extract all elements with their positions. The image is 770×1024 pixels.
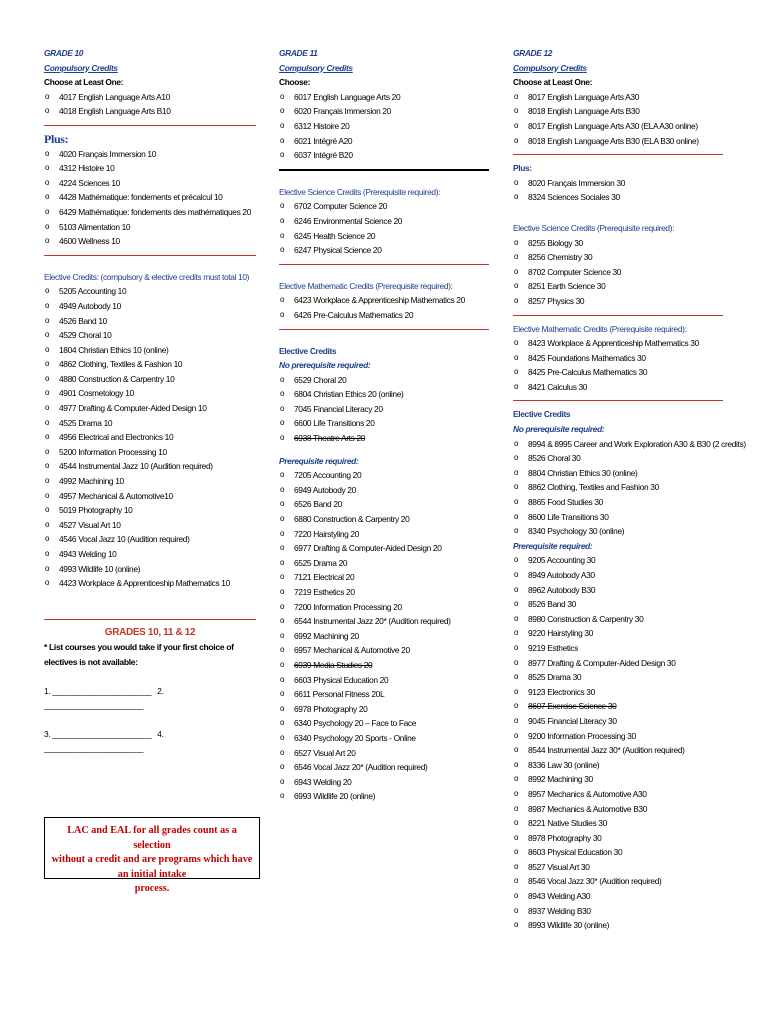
list-item: o 8544 Instrumental Jazz 30* (Audition required): [513, 743, 723, 758]
grade-11-compulsory-list: [279, 90, 489, 163]
list-item: o 4525 Drama 10: [44, 416, 256, 431]
list-item: o 8425 Foundations Mathematics 30: [513, 351, 723, 366]
grade-10-plus-label: Plus:: [44, 131, 69, 146]
list-item: o 7220 Hairstyling 20: [279, 527, 489, 542]
grade-12-no-prereq-list: [513, 437, 746, 539]
list-item: o 8702 Computer Science 30: [513, 265, 723, 280]
list-item: o 4957 Mechanical & Automotive10: [44, 489, 256, 504]
list-item: o 8255 Biology 30: [513, 236, 723, 251]
list-item: o 6949 Autobody 20: [279, 483, 489, 498]
list-item: o 6525 Drama 20: [279, 556, 489, 571]
list-item: o 8546 Vocal Jazz 30* (Audition required): [513, 874, 723, 889]
list-item: o 9200 Information Processing 30: [513, 729, 723, 744]
list-item: o 6340 Psychology 20 – Face to Face: [279, 716, 489, 731]
grade-10-column: [44, 46, 256, 756]
lac-note-line: process.: [134, 883, 170, 894]
list-item: o 5200 Information Processing 10: [44, 445, 256, 460]
list-item: o 6246 Environmental Science 20: [279, 214, 489, 229]
divider: [513, 315, 723, 316]
list-item: o 6247 Physical Science 20: [279, 243, 489, 258]
list-item: o 4949 Autobody 10: [44, 299, 256, 314]
list-item: o 6529 Choral 20: [279, 373, 489, 388]
list-item: o 9219 Esthetics: [513, 641, 723, 656]
list-item: o 4526 Band 10: [44, 314, 256, 329]
list-item: o 4862 Clothing, Textiles & Fashion 10: [44, 357, 256, 372]
grade-12-no-prereq-label: No prerequisite required:: [513, 424, 605, 435]
list-item: o 8257 Physics 30: [513, 294, 723, 309]
list-item: o 6312 Histoire 20: [279, 119, 489, 134]
list-item: o 6017 English Language Arts 20: [279, 90, 489, 105]
grade-11-compulsory-label: Compulsory Credits: [279, 62, 353, 73]
list-item-struck: o 8607 Exercise Science 30: [513, 699, 723, 714]
list-item: o 1804 Christian Ethics 10 (online): [44, 343, 256, 358]
grade-11-math-label: Elective Mathematic Credits (Prerequisite required):: [279, 280, 453, 291]
list-item: o 8937 Welding B30: [513, 904, 723, 919]
grade-12-math-label: Elective Mathematic Credits (Prerequisite required):: [513, 323, 687, 334]
list-item: o 6544 Instrumental Jazz 20* (Audition required): [279, 614, 489, 629]
grade-11-science-list: [279, 199, 489, 257]
list-item: o 6880 Construction & Carpentry 20: [279, 512, 489, 527]
divider: [513, 400, 723, 401]
list-item: o 4943 Welding 10: [44, 547, 256, 562]
list-item: o 4020 Français Immersion 10: [44, 147, 256, 162]
grade-11-prereq-list: [279, 468, 489, 804]
list-item: o 8525 Drama 30: [513, 670, 723, 685]
grade-11-choose-label: Choose:: [279, 77, 311, 88]
list-item: o 7219 Esthetics 20: [279, 585, 489, 600]
grade-10-plus-list: [44, 147, 256, 249]
list-item-struck: o 6939 Media Studies 20: [279, 658, 489, 673]
list-item: o 6600 Life Transitions 20: [279, 416, 489, 431]
divider: [44, 255, 256, 256]
list-item: o 8943 Welding A30: [513, 889, 723, 904]
list-item: o 8600 Life Transitions 30: [513, 510, 723, 525]
list-item: o 5103 Alimentation 10: [44, 220, 256, 235]
grade-10-choose-label: Choose at Least One:: [44, 77, 124, 88]
list-item: o 8017 English Language Arts A30 (ELA A30 online): [513, 119, 723, 134]
alternate-course-row-2: [44, 727, 256, 756]
grades-box-title: GRADES 10, 11 & 12: [104, 626, 196, 638]
grade-10-compulsory-label: Compulsory Credits: [44, 62, 118, 73]
grade-11-science-label: Elective Science Credits (Prerequisite required):: [279, 186, 441, 197]
list-item: o 6021 Intégré A20: [279, 134, 489, 149]
list-item: o 5205 Accounting 10: [44, 284, 256, 299]
list-item: o 6992 Machining 20: [279, 629, 489, 644]
grade-12-choose-label: Choose at Least One:: [513, 77, 593, 88]
list-item: o 6702 Computer Science 20: [279, 199, 489, 214]
list-item: o 4901 Cosmetology 10: [44, 386, 256, 401]
grade-12-compulsory-list: [513, 90, 723, 148]
list-item: o 8340 Psychology 30 (online): [513, 524, 723, 539]
grade-11-prereq-label: Prerequisite required:: [279, 455, 359, 466]
list-item: o 8980 Construction & Carpentry 30: [513, 612, 723, 627]
list-item: o 6429 Mathématique: fondements des mathématiques 20: [44, 205, 256, 220]
alternate-course-blank-1[interactable]: 1. _______________________: [44, 685, 152, 696]
list-item: o 5019 Photography 10: [44, 503, 256, 518]
grade-12-prereq-list: [513, 553, 723, 932]
list-item: o 4312 Histoire 10: [44, 161, 256, 176]
list-item: o 8992 Machining 30: [513, 772, 723, 787]
list-item: o 8336 Law 30 (online): [513, 758, 723, 773]
list-item: o 8527 Visual Art 30: [513, 860, 723, 875]
grade-11-column: [279, 46, 489, 804]
list-item: o 6611 Personal Fitness 20L: [279, 687, 489, 702]
list-item: o 4992 Machining 10: [44, 474, 256, 489]
list-item: o 6526 Band 20: [279, 497, 489, 512]
list-item: o 7045 Financial Literacy 20: [279, 402, 489, 417]
list-item: o 8017 English Language Arts A30: [513, 90, 723, 105]
divider: [279, 264, 489, 265]
list-item: o 4956 Electrical and Electronics 10: [44, 430, 256, 445]
list-item: o 4423 Workplace & Apprenticeship Mathematics 10: [44, 576, 256, 591]
lac-eal-note-box: [44, 817, 260, 894]
list-item: o 8256 Chemistry 30: [513, 250, 723, 265]
list-item: o 8977 Drafting & Computer-Aided Design 30: [513, 656, 723, 671]
grade-11-elective-label: Elective Credits: [279, 345, 337, 356]
alternate-course-blank-4[interactable]: 4. _______________________: [44, 728, 164, 754]
list-item: o 9045 Financial Literacy 30: [513, 714, 723, 729]
list-item: o 8993 Wildlife 30 (online): [513, 918, 723, 933]
grade-12-compulsory-label: Compulsory Credits: [513, 62, 587, 73]
list-item: o 4544 Instrumental Jazz 10 (Audition required): [44, 459, 256, 474]
alternate-course-blank-3[interactable]: 3. _______________________: [44, 728, 152, 739]
list-item: o 8425 Pre-Calculus Mathematics 30: [513, 365, 723, 380]
list-item: o 8862 Clothing, Textiles and Fashion 30: [513, 480, 723, 495]
list-item: o 6804 Christian Ethics 20 (online): [279, 387, 489, 402]
list-item: o 6423 Workplace & Apprenticeship Mathematics 20: [279, 293, 489, 308]
list-item: o 8526 Band 30: [513, 597, 723, 612]
list-item: o 4018 English Language Arts B10: [44, 104, 256, 119]
lac-note-line: LAC and EAL for all grades count as a selection: [67, 825, 237, 851]
list-item: o 8324 Sciences Sociales 30: [513, 190, 723, 205]
list-item: o 8018 English Language Arts B30 (ELA B30 online): [513, 134, 723, 149]
list-item: o 4880 Construction & Carpentry 10: [44, 372, 256, 387]
list-item: o 6943 Welding 20: [279, 775, 489, 790]
list-item: o 6037 Intégré B20: [279, 148, 489, 163]
divider: [513, 154, 723, 155]
list-item: o 6340 Psychology 20 Sports - Online: [279, 731, 489, 746]
divider: [44, 619, 256, 620]
list-item: o 4529 Choral 10: [44, 328, 256, 343]
list-item-struck: o 6938 Theatre Arts 20: [279, 431, 489, 446]
list-item: o 8865 Food Studies 30: [513, 495, 723, 510]
grade-12-prereq-label: Prerequisite required:: [513, 540, 593, 551]
grade-10-elective-list: [44, 284, 256, 590]
list-item: o 8251 Earth Science 30: [513, 279, 723, 294]
list-item: o 8423 Workplace & Apprenticeship Mathematics 30: [513, 336, 723, 351]
grade-12-plus-label: Plus:: [513, 163, 532, 174]
list-item: o 7200 Information Processing 20: [279, 600, 489, 615]
list-item: o 8221 Native Studies 30: [513, 816, 723, 831]
list-item: o 6020 Français Immersion 20: [279, 104, 489, 119]
list-item: o 8804 Christian Ethics 30 (online): [513, 466, 723, 481]
list-item: o 4527 Visual Art 10: [44, 518, 256, 533]
list-item: o 9205 Accounting 30: [513, 553, 723, 568]
grade-12-science-list: [513, 236, 723, 309]
list-item: o 6977 Drafting & Computer-Aided Design 20: [279, 541, 489, 556]
grade-12-column: [513, 46, 746, 933]
list-item: o 8018 English Language Arts B30: [513, 104, 723, 119]
list-item: o 8603 Physical Education 30: [513, 845, 723, 860]
list-item: o 6546 Vocal Jazz 20* (Audition required): [279, 760, 489, 775]
list-item: o 6527 Visual Art 20: [279, 746, 489, 761]
list-item: o 4993 Wildlife 10 (online): [44, 562, 256, 577]
list-item: o 8987 Mechanics & Automotive B30: [513, 802, 723, 817]
list-item: o 9220 Hairstyling 30: [513, 626, 723, 641]
grade-11-no-prereq-label: No prerequisite required:: [279, 360, 371, 371]
grade-12-elective-label: Elective Credits: [513, 409, 571, 420]
grade-10-elective-label: Elective Credits: (compulsory & elective credits must total 10): [44, 271, 250, 282]
list-item: o 7121 Electrical 20: [279, 570, 489, 585]
grade-12-heading: GRADE 12: [513, 48, 553, 58]
list-item: o 7205 Accounting 20: [279, 468, 489, 483]
list-item: o 8957 Mechanics & Automotive A30: [513, 787, 723, 802]
list-item: o 6245 Health Science 20: [279, 229, 489, 244]
list-item: o 6603 Physical Education 20: [279, 673, 489, 688]
list-item: o 4977 Drafting & Computer-Aided Design 10: [44, 401, 256, 416]
alternate-course-row-1: [44, 684, 256, 713]
grade-10-compulsory-list: [44, 90, 256, 119]
grades-box-note: * List courses you would take if your first choice of electives is not available:: [44, 642, 234, 667]
list-item: o 6978 Photography 20: [279, 702, 489, 717]
list-item: o 4600 Wellness 10: [44, 234, 256, 249]
grade-10-heading: GRADE 10: [44, 48, 84, 58]
divider: [44, 125, 256, 126]
list-item: o 6993 Wildlife 20 (online): [279, 789, 489, 804]
list-item: o 4224 Sciences 10: [44, 176, 256, 191]
divider: [279, 329, 489, 330]
list-item: o 9123 Electronics 30: [513, 685, 723, 700]
list-item: o 6957 Mechanical & Automotive 20: [279, 643, 489, 658]
list-item: o 4017 English Language Arts A10: [44, 90, 256, 105]
list-item: o 8526 Choral 30: [513, 451, 723, 466]
list-item: o 8421 Calculus 30: [513, 380, 723, 395]
grade-11-math-list: [279, 293, 489, 322]
list-item: o 8994 & 8995 Career and Work Exploration A30 & B30 (2 credits): [513, 437, 723, 452]
lac-note-line: without a credit and are programs which have an initial intake: [51, 854, 253, 880]
list-item: o 8949 Autobody A30: [513, 568, 723, 583]
grade-12-plus-list: [513, 176, 723, 205]
list-item: o 8962 Autobody B30: [513, 583, 723, 598]
list-item: o 8020 Français Immersion 30: [513, 176, 723, 191]
list-item: o 6426 Pre-Calculus Mathematics 20: [279, 308, 489, 323]
list-item: o 4546 Vocal Jazz 10 (Audition required): [44, 532, 256, 547]
divider: [279, 169, 489, 171]
grade-11-no-prereq-list: [279, 373, 489, 446]
alternate-course-blank-2[interactable]: 2. _______________________: [44, 685, 164, 711]
list-item: o 8978 Photography 30: [513, 831, 723, 846]
grade-12-science-label: Elective Science Credits (Prerequisite required):: [513, 222, 675, 233]
grade-12-math-list: [513, 336, 723, 394]
list-item: o 4428 Mathématique: fondements et précalcul 10: [44, 190, 256, 205]
grade-11-heading: GRADE 11: [279, 48, 318, 58]
